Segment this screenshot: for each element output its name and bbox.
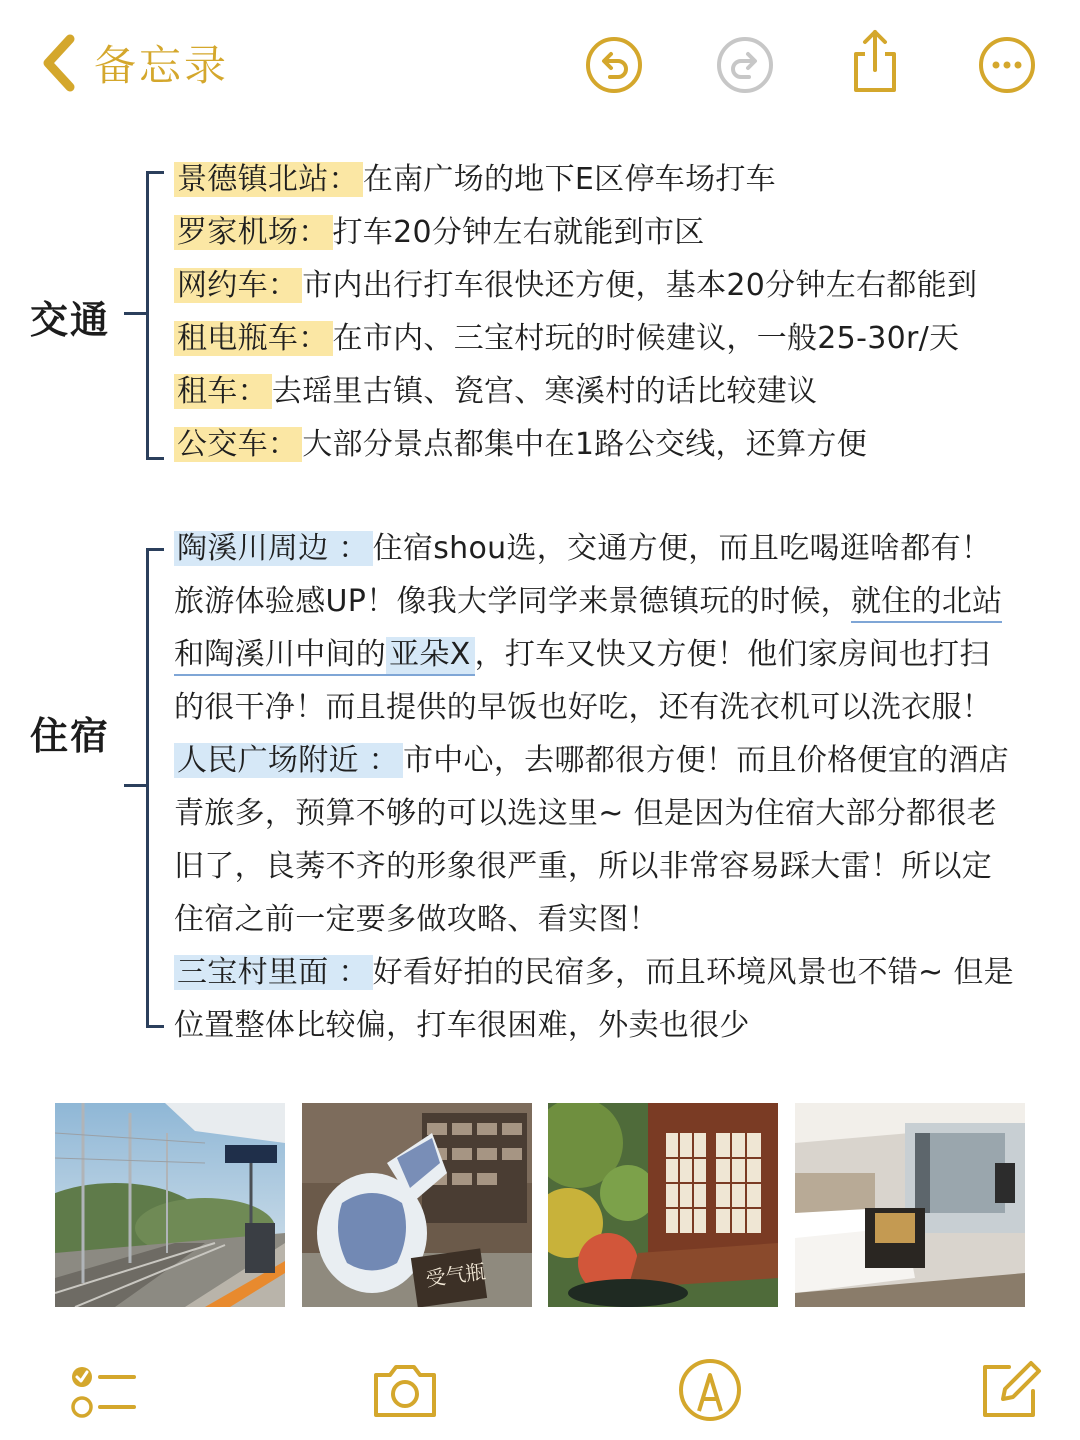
item-key: 景德镇北站： [174,162,363,197]
text-line [174,522,1074,575]
back-label: 备忘录 [94,41,230,90]
camera-icon[interactable] [370,1355,440,1425]
item-text: 在南广场的地下E区停车场打车 [362,162,776,197]
sign-text: 受气瓶 [424,1258,488,1292]
porcelain-vase-photo[interactable] [302,1103,532,1307]
bottom-toolbar [0,1345,1080,1440]
text-line: 青旅多，预算不够的可以选这里~ 但是因为住宿大部分都很老 [174,796,998,831]
item-text: 在市内、三宝村玩的时候建议，一般25-30r/天 [332,321,960,356]
text-line [174,734,1074,787]
text-line [174,946,1074,999]
text-line [174,628,1074,681]
item-key: 罗家机场： [174,215,333,250]
item-text: 打车20分钟左右就能到市区 [332,215,705,250]
bracket-line [146,548,164,1028]
hotel-name: 亚朵X [386,637,474,676]
text-line: 住宿之前一定要多做攻略、看实图！ [174,902,659,937]
photo-strip [55,1103,1025,1307]
item-key: 租车： [174,374,272,409]
item-text: 大部分景点都集中在1路公交线，还算方便 [302,427,867,462]
text-span: ，打车又快又方便！他们家房间也打扫 [474,637,990,672]
section-title-transport: 交通 [30,298,111,342]
item-key: 三宝村里面 ： [174,955,373,990]
item-key: 人民广场附近 ： [174,743,403,778]
text-span: 旅游体验感UP！像我大学同学来景德镇玩的时候， [174,584,851,619]
text-span: 好看好拍的民宿多，而且环境风景也不错~ 但是 [372,955,1014,990]
railway-station-photo[interactable] [55,1103,285,1307]
item-text: 去瑶里古镇、瓷宫、寒溪村的话比较建议 [271,374,818,409]
wooden-house-garden-photo[interactable] [548,1103,778,1307]
text-line: 旧了，良莠不齐的形象很严重，所以非常容易踩大雷！所以定 [174,849,993,884]
item-key: 网约车： [174,268,302,303]
bracket-stub [124,784,146,787]
text-span: 市中心，去哪都很方便！而且价格便宜的酒店 [402,743,1009,778]
hotel-room-photo[interactable] [795,1103,1025,1307]
text-line [174,575,1074,628]
underlined-text: 和陶溪川中间的 [174,637,386,676]
text-line: 位置整体比较偏，打车很困难，外卖也很少 [174,1008,750,1043]
text-span: 住宿shou选，交通方便，而且吃喝逛啥都有！ [372,531,992,566]
underlined-text: 就住的北站 [851,584,1003,623]
text-line: 的很干净！而且提供的早饭也好吃，还有洗衣机可以洗衣服！ [174,690,993,725]
item-key: 公交车： [174,427,302,462]
item-key: 陶溪川周边 ： [174,531,373,566]
checklist-icon[interactable] [68,1355,138,1425]
item-key: 租电瓶车： [174,321,333,356]
lodging-text [174,522,1074,1052]
compose-icon[interactable] [975,1355,1045,1425]
item-text: 市内出行打车很快还方便，基本20分钟左右都能到 [302,268,978,303]
section-title-lodging: 住宿 [30,714,111,758]
markup-pen-icon[interactable] [675,1355,745,1425]
